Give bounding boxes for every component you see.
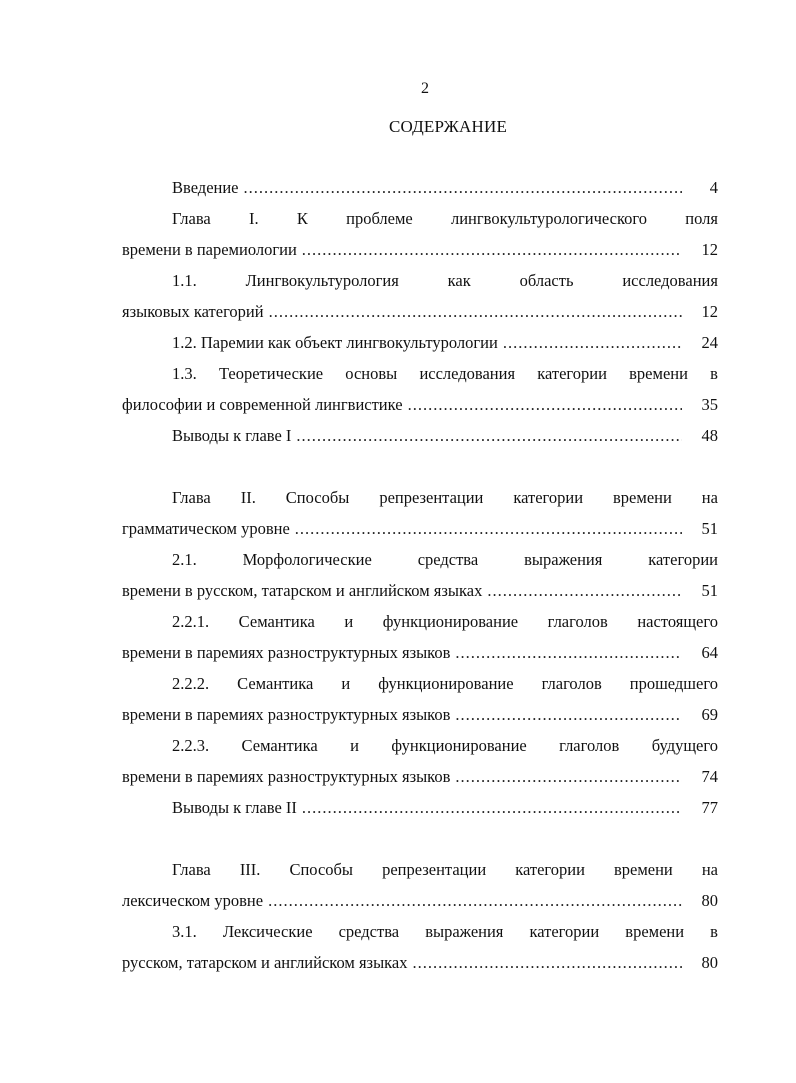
toc-entry-chapter-2 xyxy=(122,482,718,544)
dot-leader xyxy=(503,327,682,358)
toc-word: Лексические xyxy=(222,922,313,941)
toc-word: Теоретические xyxy=(218,364,324,383)
toc-word: категории xyxy=(537,364,607,383)
toc-word: настоящего xyxy=(637,612,718,631)
toc-entry-conclusions-1 xyxy=(122,420,718,451)
table-of-contents xyxy=(122,172,718,978)
toc-word: Способы xyxy=(285,488,350,507)
toc-entry-continuation: лексическом уровне xyxy=(122,891,264,910)
toc-entry-page: 35 xyxy=(701,395,718,414)
toc-word: III. xyxy=(239,860,261,879)
toc-entry-first-line xyxy=(122,606,718,637)
toc-entry-page: 74 xyxy=(701,767,718,786)
toc-word: Глава xyxy=(172,860,211,879)
toc-word: как xyxy=(447,271,471,290)
toc-entry-page: 12 xyxy=(701,240,718,259)
dot-leader xyxy=(268,885,682,916)
dot-leader xyxy=(487,575,682,606)
toc-entry-introduction xyxy=(122,172,718,203)
toc-entry-continuation: времени в русском, татарском и английском языках xyxy=(122,581,483,600)
dot-leader xyxy=(413,947,682,978)
toc-entry-first-line xyxy=(122,668,718,699)
toc-word: Семантика xyxy=(237,674,314,693)
toc-word: в xyxy=(710,364,718,383)
toc-word: категории xyxy=(515,860,585,879)
toc-word: функционирование xyxy=(382,612,519,631)
toc-entry-continuation: времени в паремиях разноструктурных языков xyxy=(122,705,451,724)
toc-word: будущего xyxy=(651,736,718,755)
toc-word: Глава xyxy=(172,488,211,507)
toc-entry-first-line xyxy=(122,482,718,513)
page-number: 2 xyxy=(421,80,429,97)
toc-entry-first-line xyxy=(122,203,718,234)
toc-word: Морфологические xyxy=(242,550,372,569)
dot-leader xyxy=(244,172,682,203)
toc-word: Способы xyxy=(289,860,354,879)
toc-entry-first-line xyxy=(122,730,718,761)
toc-word: на xyxy=(701,860,718,879)
toc-word: 3.1. xyxy=(172,922,197,941)
toc-title: СОДЕРЖАНИЕ xyxy=(388,117,508,136)
toc-entry-section-2-1 xyxy=(122,544,718,606)
dot-leader xyxy=(455,761,682,792)
toc-entry-first-line xyxy=(122,358,718,389)
toc-word: и xyxy=(341,674,351,693)
toc-entry-section-2-2-3 xyxy=(122,730,718,792)
toc-entry-page: 64 xyxy=(701,643,718,662)
toc-word: область xyxy=(519,271,574,290)
toc-word: выражения xyxy=(425,922,504,941)
toc-word: II. xyxy=(240,488,256,507)
toc-word: Лингвокультурология xyxy=(245,271,399,290)
toc-word: прошедшего xyxy=(629,674,718,693)
toc-entry-continuation: философии и современной лингвистике xyxy=(122,395,403,414)
toc-word: в xyxy=(710,922,718,941)
toc-word: и xyxy=(344,612,354,631)
toc-word: репрезентации xyxy=(379,488,484,507)
toc-entry-page: 80 xyxy=(701,891,718,910)
toc-entry-section-1-3 xyxy=(122,358,718,420)
dot-leader xyxy=(296,420,682,451)
dot-leader xyxy=(295,513,682,544)
toc-word: исследования xyxy=(419,364,516,383)
toc-word: средства xyxy=(417,550,479,569)
toc-word: времени xyxy=(625,922,685,941)
toc-word: Семантика xyxy=(241,736,318,755)
toc-word: времени xyxy=(613,860,673,879)
toc-entry-page: 77 xyxy=(701,798,718,817)
toc-word: Семантика xyxy=(238,612,315,631)
toc-word: категории xyxy=(513,488,584,507)
toc-entry-title: Введение xyxy=(172,178,239,197)
toc-word: категории xyxy=(648,550,718,569)
toc-entry-first-line xyxy=(122,544,718,575)
toc-word: времени xyxy=(629,364,688,383)
toc-word: 1.3. xyxy=(172,364,197,383)
chapter-gap xyxy=(122,823,718,854)
toc-word: Глава xyxy=(172,209,211,228)
toc-entry-section-2-2-1 xyxy=(122,606,718,668)
toc-word: лингвокультурологического xyxy=(450,209,648,228)
toc-word: основы xyxy=(345,364,398,383)
toc-entry-section-2-2-2 xyxy=(122,668,718,730)
toc-word: времени xyxy=(613,488,672,507)
toc-word: функционирование xyxy=(378,674,514,693)
toc-entry-continuation: грамматическом уровне xyxy=(122,519,290,538)
toc-entry-continuation: времени в паремиях разноструктурных языков xyxy=(122,643,451,662)
toc-entry-section-1-2 xyxy=(122,327,718,358)
toc-entry-section-1-1 xyxy=(122,265,718,327)
toc-entry-chapter-3 xyxy=(122,854,718,916)
toc-word: репрезентации xyxy=(382,860,487,879)
toc-entry-conclusions-2 xyxy=(122,792,718,823)
toc-entry-page: 12 xyxy=(701,302,718,321)
chapter-gap xyxy=(122,451,718,482)
dot-leader xyxy=(269,296,682,327)
toc-entry-page: 4 xyxy=(709,178,718,197)
toc-word: К xyxy=(296,209,308,228)
toc-entry-continuation: языковых категорий xyxy=(122,302,264,321)
toc-entry-title: Выводы к главе II xyxy=(172,798,297,817)
toc-entry-section-3-1 xyxy=(122,916,718,978)
toc-word: поля xyxy=(685,209,718,228)
toc-word: на xyxy=(701,488,718,507)
toc-word: глаголов xyxy=(541,674,602,693)
toc-word: 1.1. xyxy=(172,271,197,290)
toc-entry-page: 51 xyxy=(701,581,718,600)
toc-word: 2.2.1. xyxy=(172,612,210,631)
toc-entry-continuation: русском, татарском и английском языках xyxy=(122,953,408,972)
toc-entry-page: 24 xyxy=(701,333,718,352)
toc-entry-continuation: времени в паремиях разноструктурных языков xyxy=(122,767,451,786)
toc-word: 2.2.3. xyxy=(172,736,210,755)
dot-leader xyxy=(455,699,682,730)
toc-word: глаголов xyxy=(559,736,620,755)
toc-entry-first-line xyxy=(122,265,718,296)
dot-leader xyxy=(302,234,682,265)
dot-leader xyxy=(455,637,682,668)
toc-word: 2.2.2. xyxy=(172,674,210,693)
toc-entry-chapter-1 xyxy=(122,203,718,265)
toc-word: исследования xyxy=(622,271,718,290)
toc-word: 2.1. xyxy=(172,550,197,569)
toc-word: функционирование xyxy=(391,736,527,755)
toc-entry-page: 51 xyxy=(701,519,718,538)
toc-entry-first-line xyxy=(122,854,718,885)
toc-entry-page: 69 xyxy=(701,705,718,724)
toc-entry-page: 80 xyxy=(701,953,718,972)
toc-word: выражения xyxy=(524,550,603,569)
toc-entry-title: 1.2. Паремии как объект лингвокультурологии xyxy=(172,333,498,352)
toc-word: I. xyxy=(249,209,259,228)
toc-entry-continuation: времени в паремиологии xyxy=(122,240,297,259)
toc-word: и xyxy=(350,736,359,755)
toc-word: проблеме xyxy=(346,209,413,228)
toc-entry-title: Выводы к главе I xyxy=(172,426,292,445)
toc-entry-page: 48 xyxy=(701,426,718,445)
toc-word: категории xyxy=(529,922,600,941)
toc-entry-first-line xyxy=(122,916,718,947)
toc-word: глаголов xyxy=(547,612,608,631)
toc-word: средства xyxy=(338,922,400,941)
dot-leader xyxy=(408,389,682,420)
dot-leader xyxy=(302,792,682,823)
